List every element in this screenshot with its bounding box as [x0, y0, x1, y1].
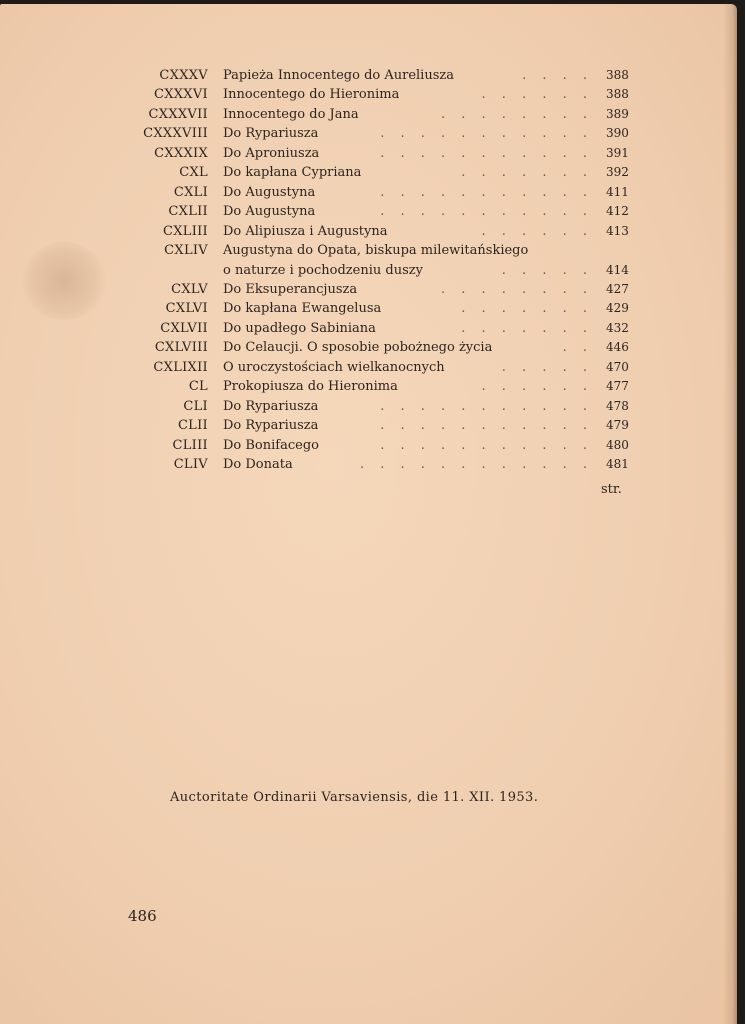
- toc-entry-number: CLI: [183, 398, 208, 414]
- toc-entry-leader-dots: . . . . . . . . . . .: [380, 204, 593, 220]
- toc-entry: [0, 183, 737, 202]
- toc-entry-title: Do Alipiusza i Augustyna: [223, 223, 388, 239]
- toc-entry-leader-dots: . . . . .: [501, 262, 593, 278]
- toc-entry-leader-dots: . . . . .: [501, 359, 593, 375]
- toc-entry-title: Augustyna do Opata, biskupa milewitańskiego: [223, 243, 529, 259]
- toc-entry-leader-dots: . . . . . .: [481, 379, 593, 395]
- toc-entry-leader-dots: . . . . . .: [481, 223, 593, 239]
- toc-entry-page: 414: [606, 262, 629, 277]
- toc-entry-leader-dots: . . . . . . .: [461, 301, 593, 317]
- toc-entry: [0, 397, 737, 416]
- toc-entry-number: CLIII: [172, 437, 208, 453]
- toc-entry: [0, 436, 737, 455]
- toc-entry: [0, 416, 737, 435]
- toc-entry-leader-dots: . . . . . . . . . . .: [380, 126, 593, 142]
- toc-entry-title: Do Augustyna: [223, 184, 316, 200]
- toc-entry-number: CXLIV: [164, 243, 208, 259]
- toc-entry: [0, 319, 737, 338]
- toc-entry: [0, 358, 737, 377]
- toc-entry-number: CXXXVI: [153, 87, 208, 103]
- toc-entry-page: 470: [606, 359, 629, 374]
- toc-entry-page: 390: [606, 126, 629, 141]
- toc-entry: [0, 280, 737, 299]
- toc-entry-leader-dots: . . . . . . . . . . .: [380, 418, 593, 434]
- toc-entry: [0, 222, 737, 241]
- toc-entry-title: Do Bonifacego: [223, 437, 319, 453]
- toc-entry-title: Do Rypariusza: [223, 398, 319, 414]
- toc-entry-title: Do Rypariusza: [223, 418, 319, 434]
- toc-entry-title: Prokopiusza do Hieronima: [223, 379, 398, 395]
- toc-entry-leader-dots: . . . . . . . .: [441, 106, 593, 122]
- toc-entry: [0, 66, 737, 85]
- toc-entry-title: Do Rypariusza: [223, 126, 319, 142]
- toc-entry-number: CLII: [177, 418, 208, 434]
- toc-entry-title: O uroczystościach wielkanocnych: [223, 359, 445, 375]
- toc-entry: [0, 299, 737, 318]
- toc-entry-leader-dots: . . . . . . . . . . .: [380, 398, 593, 414]
- toc-entry-number: CXXXV: [159, 68, 208, 83]
- toc-entry: [0, 202, 737, 221]
- toc-entry-page: 412: [606, 204, 629, 219]
- imprimatur-note: Auctoritate Ordinarii Varsaviensis, die 11. XII. 1953.: [170, 790, 539, 805]
- pages-column-label: str.: [601, 482, 622, 497]
- toc-entry-number: CXLIXII: [153, 359, 208, 375]
- toc-entry-leader-dots: . . . .: [522, 68, 593, 83]
- toc-entry-page: 388: [606, 87, 629, 102]
- toc-entry-title: Do upadłego Sabiniana: [223, 320, 376, 336]
- toc-entry-page: 392: [606, 165, 629, 180]
- page-number: 486: [128, 907, 157, 925]
- toc-entry-title: Do Donata: [223, 457, 293, 472]
- toc-entry-title: Do kapłana Cypriana: [223, 165, 362, 181]
- toc-entry-title: Do Eksuperancjusza: [223, 281, 358, 297]
- toc-entry-title: Do kapłana Ewangelusa: [223, 301, 382, 317]
- toc-entry-number: CXLI: [173, 184, 208, 200]
- toc-entry-number: CL: [188, 379, 208, 395]
- toc-entry-number: CXLIII: [162, 223, 208, 239]
- toc-entry-number: CXL: [179, 165, 208, 181]
- toc-entry-title: Do Celaucji. O sposobie pobożnego życia: [223, 340, 493, 356]
- toc-entry: [0, 338, 737, 357]
- toc-entry: [0, 455, 737, 474]
- toc-entry: [0, 105, 737, 124]
- toc-entry: [0, 261, 737, 280]
- toc-entry-leader-dots: . . . . . . . .: [441, 281, 593, 297]
- toc-entry: [0, 163, 737, 182]
- toc-entry-leader-dots: . . . . . . .: [461, 320, 593, 336]
- toc-entry-number: CXXXVIII: [143, 126, 208, 142]
- toc-entry-leader-dots: . . . . . . .: [461, 165, 593, 181]
- toc-entry-page: 446: [606, 340, 629, 355]
- toc-entry-number: CXLVII: [160, 320, 208, 336]
- toc-entry-title: Papieża Innocentego do Aureliusza: [223, 68, 454, 83]
- toc-entry-page: 427: [606, 281, 629, 296]
- toc-entry-leader-dots: . . . . . . . . . . .: [380, 145, 593, 161]
- toc-entry-title: Innocentego do Hieronima: [223, 87, 400, 103]
- toc-entry-page: 388: [606, 68, 629, 82]
- toc-entry-title: o naturze i pochodzeniu duszy: [223, 262, 423, 278]
- toc-entry-title: Innocentego do Jana: [223, 106, 359, 122]
- toc-entry-page: 389: [606, 106, 629, 121]
- toc-entry-number: CXLVI: [165, 301, 208, 317]
- toc-entry-number: CXLII: [168, 204, 208, 220]
- toc-entry-page: 432: [606, 320, 629, 335]
- toc-entry: [0, 377, 737, 396]
- toc-entry-leader-dots: . . . . . . . . . . .: [380, 437, 593, 453]
- toc-entry-page: 481: [606, 457, 629, 471]
- toc-entry-page: 479: [606, 418, 629, 433]
- book-page: [0, 4, 737, 1024]
- toc-entry-leader-dots: . . . . . . . . . . .: [380, 184, 593, 200]
- toc-entry-title: Do Augustyna: [223, 204, 316, 220]
- toc-entry-number: CXXXIX: [154, 145, 208, 161]
- toc-entry-title: Do Aproniusza: [223, 145, 320, 161]
- toc-entry-number: CXXXVII: [148, 106, 208, 122]
- toc-entry-number: CXLV: [171, 281, 208, 297]
- toc-entry-page: 413: [606, 223, 629, 238]
- toc-entry-page: 480: [606, 437, 629, 452]
- toc-entry-number: CLIV: [173, 457, 208, 472]
- toc-entry-page: 478: [606, 398, 629, 413]
- toc-entry-leader-dots: . .: [562, 340, 593, 356]
- toc-entry-number: CXLVIII: [154, 340, 208, 356]
- toc-entry: [0, 241, 737, 260]
- toc-entry: [0, 124, 737, 143]
- toc-entry-page: 429: [606, 301, 629, 316]
- toc-entry: [0, 85, 737, 104]
- toc-entry-page: 411: [606, 184, 629, 199]
- toc-entry-page: 477: [606, 379, 629, 394]
- toc-entry: [0, 144, 737, 163]
- toc-entry-leader-dots: . . . . . . . . . . . .: [359, 457, 593, 472]
- toc-entry-page: 391: [606, 145, 629, 160]
- toc-entry-leader-dots: . . . . . .: [481, 87, 593, 103]
